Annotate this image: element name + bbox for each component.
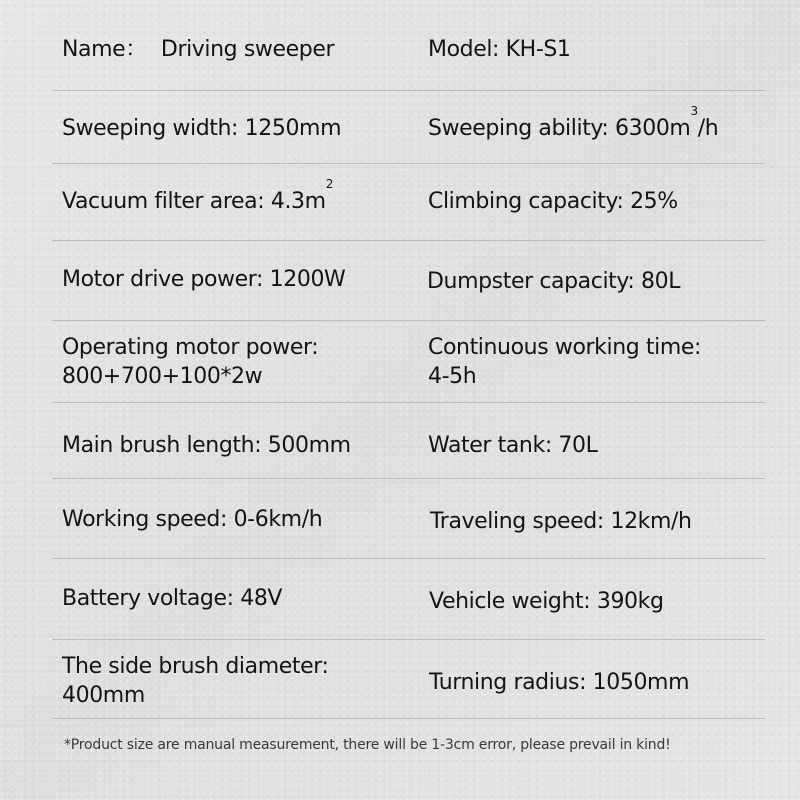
row-divider [52, 558, 765, 559]
spec-side-brush-diameter [62, 652, 329, 710]
spec-name-value: Driving sweeper [160, 37, 335, 62]
spec-main-brush-length: Main brush length: 500mm [62, 433, 351, 458]
row-divider [52, 320, 765, 321]
spec-operating-motor-power [62, 333, 318, 391]
spec-sweeping-width: Sweeping width: 1250mm [62, 116, 342, 141]
spec-vacuum-filter-area-text: Vacuum filter area: 4.3m [62, 189, 326, 214]
spec-sweeping-ability-suffix: /h [697, 116, 719, 141]
spec-name-label: Name： [62, 37, 147, 62]
spec-side-brush-diameter-line2: 400mm [62, 683, 145, 708]
spec-continuous-working-time [428, 333, 701, 391]
row-divider [52, 240, 765, 241]
spec-operating-motor-power-line1: Operating motor power: [62, 335, 319, 360]
spec-sweeping-ability-sup: 3 [690, 104, 698, 118]
footnote: *Product size are manual measurement, there will be 1-3cm error, please prevail in kind! [64, 737, 671, 753]
row-divider [52, 402, 765, 403]
spec-name [62, 35, 334, 64]
spec-motor-drive-power: Motor drive power: 1200W [62, 267, 346, 292]
row-divider [52, 718, 765, 719]
row-divider [52, 163, 765, 164]
spec-climbing-capacity: Climbing capacity: 25% [428, 189, 678, 214]
spec-continuous-working-time-line2: 4-5h [428, 364, 477, 389]
spec-turning-radius: Turning radius: 1050mm [429, 670, 690, 695]
spec-battery-voltage: Battery voltage: 48V [62, 586, 283, 611]
spec-working-speed: Working speed: 0-6km/h [62, 507, 323, 532]
spec-vehicle-weight: Vehicle weight: 390kg [429, 589, 664, 614]
spec-sweeping-ability [428, 104, 719, 143]
spec-water-tank: Water tank: 70L [428, 433, 598, 458]
spec-vacuum-filter-area-sup: 2 [325, 177, 333, 191]
row-divider [52, 639, 765, 640]
spec-vacuum-filter-area [62, 177, 333, 216]
spec-dumpster-capacity: Dumpster capacity: 80L [427, 269, 681, 294]
spec-sweeping-ability-text: Sweeping ability: 6300m [428, 116, 691, 141]
spec-model: Model: KH-S1 [428, 37, 571, 62]
spec-traveling-speed: Traveling speed: 12km/h [430, 509, 692, 534]
row-divider [52, 478, 765, 479]
row-divider [52, 90, 765, 91]
spec-operating-motor-power-line2: 800+700+100*2w [62, 364, 263, 389]
spec-side-brush-diameter-line1: The side brush diameter: [62, 654, 329, 679]
spec-continuous-working-time-line1: Continuous working time: [428, 335, 702, 360]
